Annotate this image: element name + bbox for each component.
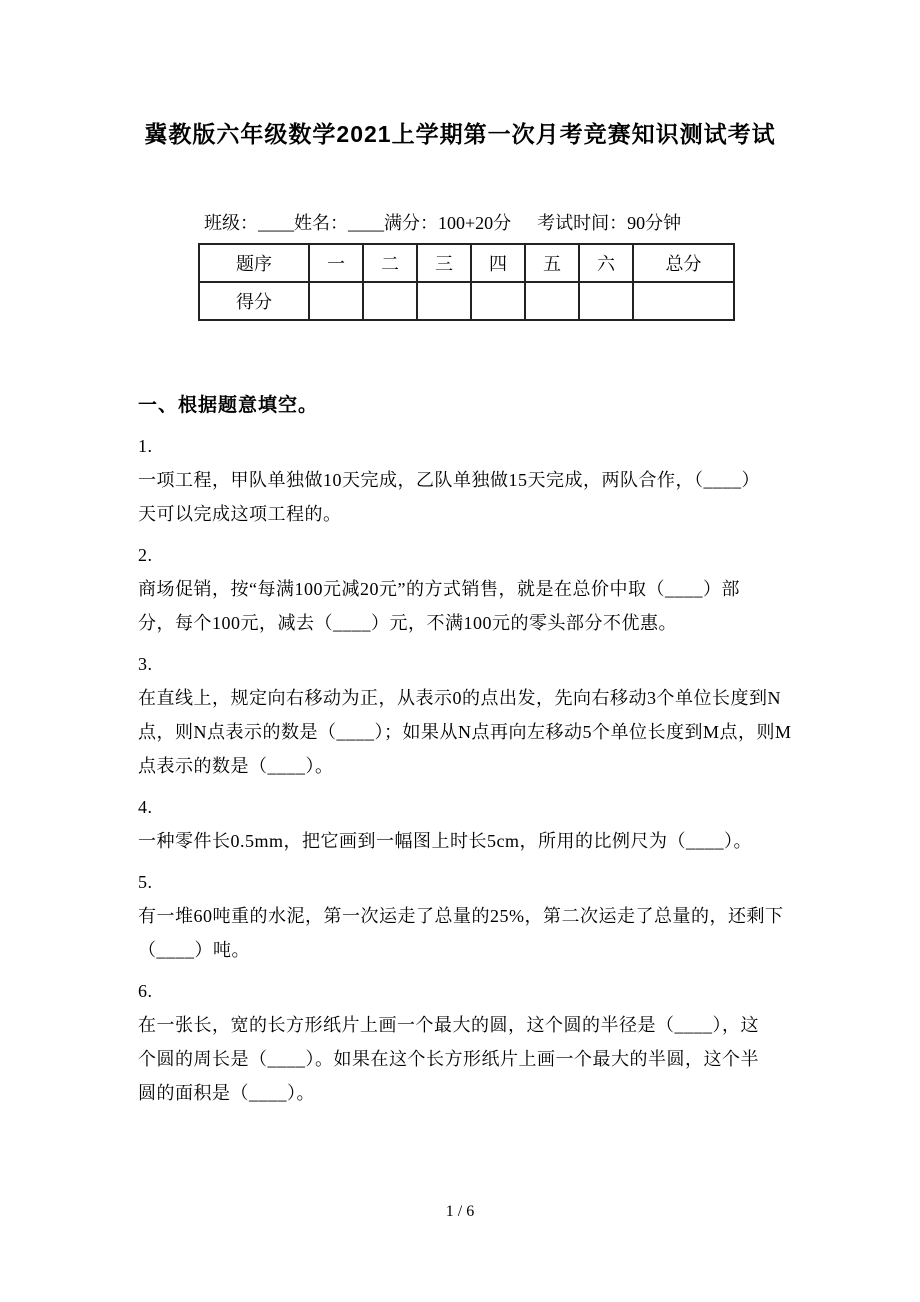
score-cell bbox=[309, 282, 363, 320]
score-table-header-cell: 三 bbox=[417, 244, 471, 282]
score-cell bbox=[471, 282, 525, 320]
question-2 bbox=[138, 538, 794, 640]
question-number: 2. bbox=[138, 545, 153, 565]
page-title: 冀教版六年级数学2021上学期第一次月考竞赛知识测试考试 bbox=[144, 121, 776, 147]
question-number: 3. bbox=[138, 654, 153, 674]
question-text-line: 个圆的周长是（____）。如果在这个长方形纸片上画一个最大的半圆，这个半 bbox=[138, 1049, 759, 1069]
score-table-score-row bbox=[199, 282, 734, 320]
score-row-label: 得分 bbox=[199, 282, 309, 320]
question-6 bbox=[138, 974, 794, 1110]
class-blank: ____ bbox=[258, 213, 294, 233]
question-5 bbox=[138, 865, 794, 967]
question-text-line: 一种零件长0.5mm，把它画到一幅图上时长5cm，所用的比例尺为（____）。 bbox=[138, 831, 752, 851]
score-cell bbox=[417, 282, 471, 320]
questions-section bbox=[138, 390, 794, 1110]
question-text-line: 圆的面积是（____）。 bbox=[138, 1083, 315, 1103]
name-blank: ____ bbox=[348, 213, 384, 233]
section-heading: 一、根据题意填空。 bbox=[138, 395, 319, 416]
score-cell bbox=[633, 282, 734, 320]
question-number: 6. bbox=[138, 981, 153, 1001]
score-table-header-row bbox=[199, 244, 734, 282]
question-text-line: （____）吨。 bbox=[138, 940, 250, 960]
score-table-header-cell: 一 bbox=[309, 244, 363, 282]
question-text-line: 天可以完成这项工程的。 bbox=[138, 504, 342, 524]
name-label: 姓名： bbox=[294, 213, 348, 233]
page-footer bbox=[0, 1203, 920, 1221]
score-cell bbox=[525, 282, 579, 320]
score-cell bbox=[579, 282, 633, 320]
question-text-line: 在直线上，规定向右移动为正，从表示0的点出发，先向右移动3个单位长度到N bbox=[138, 688, 781, 708]
score-cell bbox=[363, 282, 417, 320]
question-4 bbox=[138, 790, 794, 858]
question-text-line: 点表示的数是（____）。 bbox=[138, 756, 334, 776]
question-1 bbox=[138, 429, 794, 531]
score-table-header-cell: 总分 bbox=[633, 244, 734, 282]
question-number: 5. bbox=[138, 872, 153, 892]
score-table-header-cell: 四 bbox=[471, 244, 525, 282]
question-3 bbox=[138, 647, 794, 783]
question-number: 4. bbox=[138, 797, 153, 817]
question-text-line: 商场促销，按“每满100元减20元”的方式销售，就是在总价中取（____）部 bbox=[138, 579, 740, 599]
exam-meta-line bbox=[204, 210, 681, 236]
question-text-line: 在一张长，宽的长方形纸片上画一个最大的圆，这个圆的半径是（____），这 bbox=[138, 1015, 759, 1035]
score-table-header-cell: 五 bbox=[525, 244, 579, 282]
score-table-header-cell: 二 bbox=[363, 244, 417, 282]
question-text-line: 点，则N点表示的数是（____）；如果从N点再向左移动5个单位长度到M点，则M bbox=[138, 722, 792, 742]
page-indicator: 1 / 6 bbox=[445, 1203, 475, 1220]
score-table-header-cell: 六 bbox=[579, 244, 633, 282]
score-table bbox=[198, 243, 735, 321]
score-table-header-cell: 题序 bbox=[199, 244, 309, 282]
full-score-label: 满分：100+20分 bbox=[384, 213, 512, 233]
question-number: 1. bbox=[138, 436, 153, 456]
class-label: 班级： bbox=[204, 213, 258, 233]
question-text-line: 有一堆60吨重的水泥，第一次运走了总量的25%，第二次运走了总量的，还剩下 bbox=[138, 906, 784, 926]
question-text-line: 一项工程，甲队单独做10天完成，乙队单独做15天完成，两队合作，（____） bbox=[138, 470, 760, 490]
question-text-line: 分，每个100元，减去（____）元，不满100元的零头部分不优惠。 bbox=[138, 613, 677, 633]
exam-time-label: 考试时间：90分钟 bbox=[537, 213, 682, 233]
